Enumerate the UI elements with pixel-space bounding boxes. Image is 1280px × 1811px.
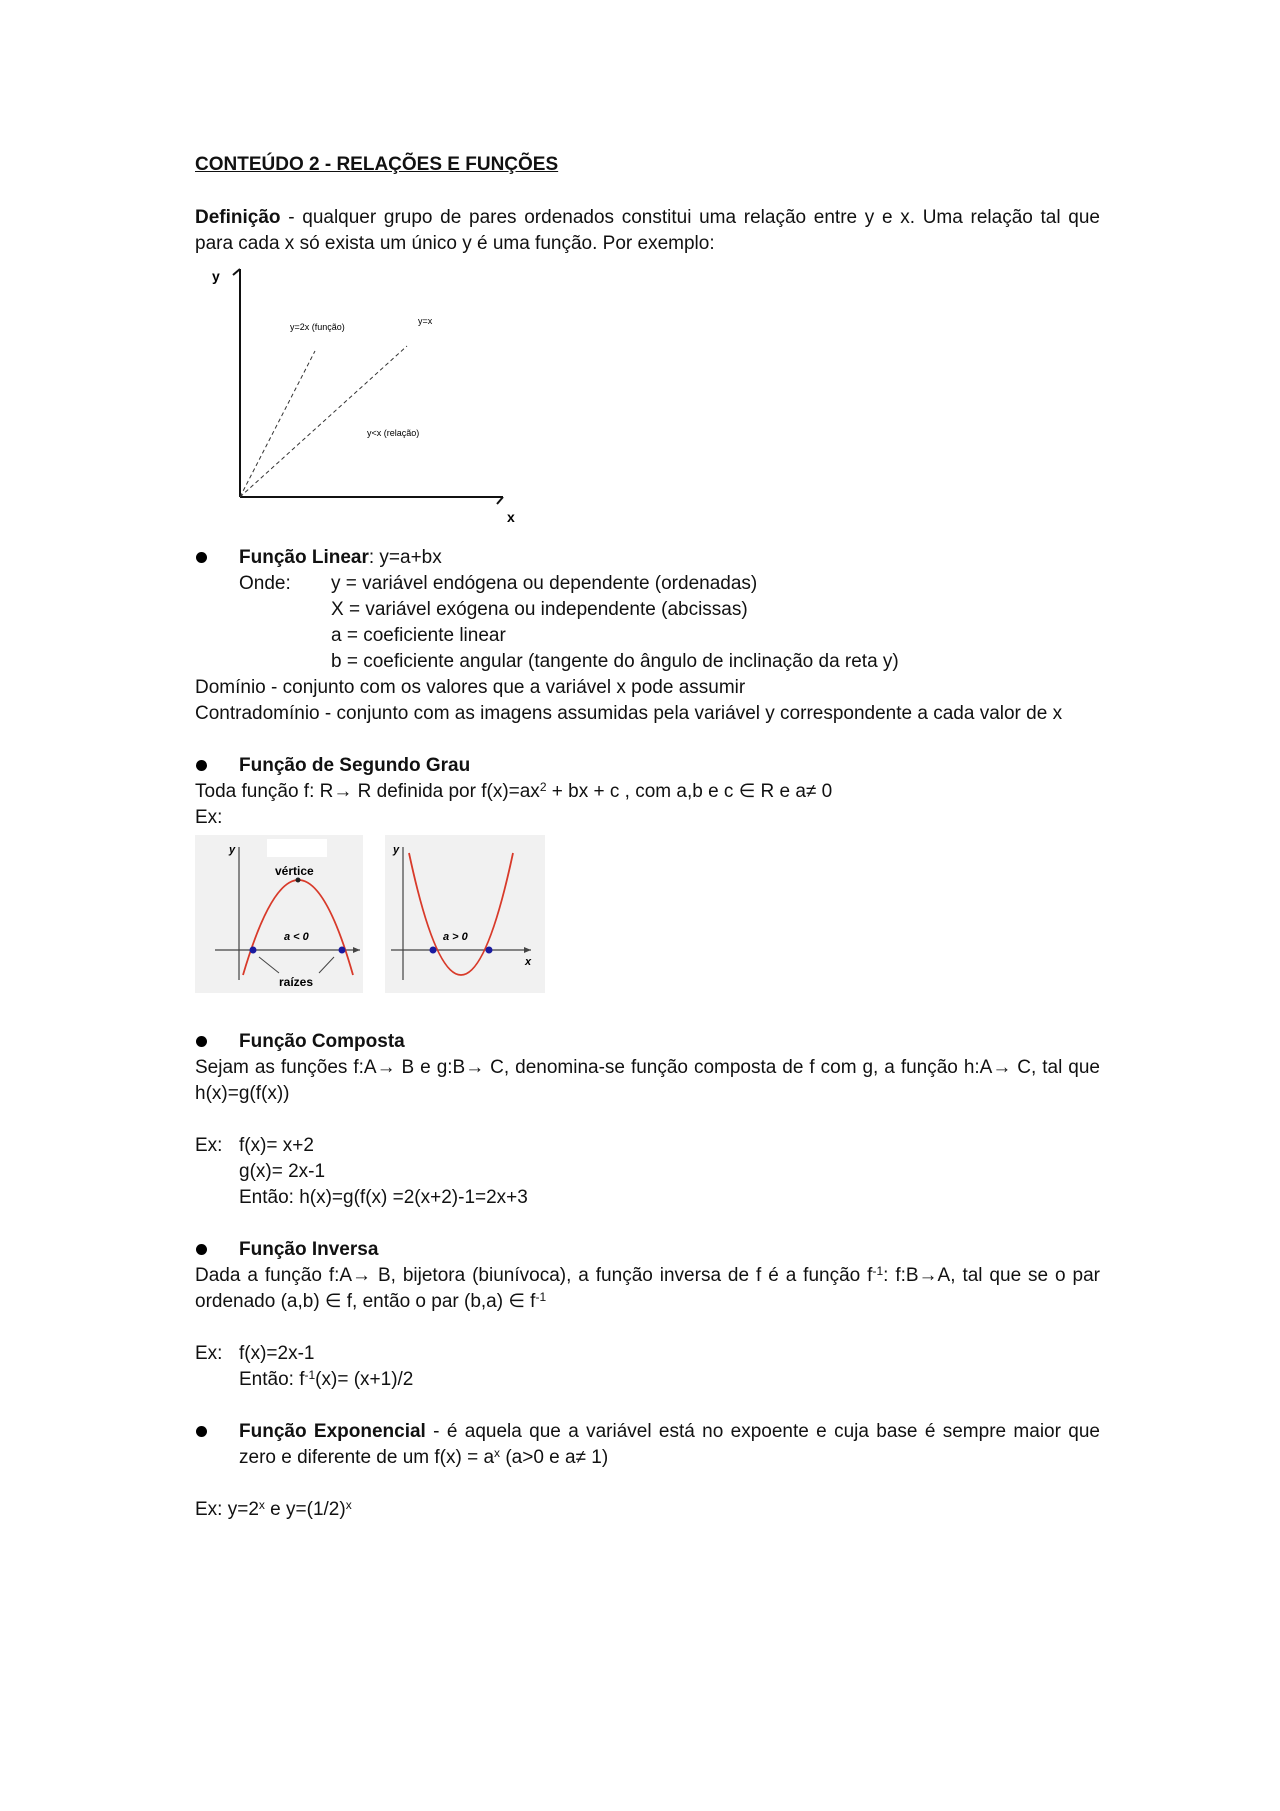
fig1-line-yx: [240, 346, 407, 497]
graph1-roots-label: raízes: [279, 975, 314, 989]
composta-heading: Função Composta: [239, 1031, 405, 1052]
page-title: CONTEÚDO 2 - RELAÇÕES E FUNÇÕES: [195, 154, 559, 175]
graph1-vertex-point: [296, 878, 301, 883]
segundo-grau-heading: Função de Segundo Grau: [239, 755, 471, 776]
graph2-root-point: [430, 947, 437, 954]
composta-ex-line: f(x)= x+2: [239, 1135, 314, 1156]
fig1-y-axis-arrow: [233, 269, 240, 275]
fig1-line-y2x-label: y=2x (função): [290, 322, 345, 332]
bullet-icon: [196, 1244, 207, 1255]
fig1-x-axis-arrow: [497, 497, 503, 504]
bullet-icon: [196, 1036, 207, 1047]
exponencial-section: [195, 1419, 1100, 1471]
dominio-text: Domínio - conjunto com os valores que a variável x pode assumir: [195, 677, 746, 698]
inversa-ex-label: Ex:: [195, 1343, 223, 1364]
inversa-ex-text: Então: f: [239, 1369, 305, 1390]
graph1-root-pointer: [259, 957, 279, 973]
exponencial-example: [195, 1497, 1100, 1523]
exponencial-ex-text: e y=(1/2): [264, 1499, 346, 1520]
exponencial-text-a: - é aquela que a variável está no expoente e cuja base é sempre maior que zero e diferente de um f(x) = a: [239, 1421, 1100, 1468]
composta-ex-label: Ex:: [195, 1135, 223, 1156]
inversa-heading: Função Inversa: [239, 1239, 379, 1260]
graph1-cond-label: a < 0: [284, 931, 309, 943]
definition-term: Definição: [195, 207, 281, 228]
graph2-parabola: [409, 853, 513, 975]
exponencial-heading: Função Exponencial: [239, 1421, 426, 1442]
linear-def-row-0: [239, 571, 1100, 597]
linear-onde-label: Onde:: [239, 573, 291, 594]
linear-def: a = coeficiente linear: [331, 625, 506, 646]
exponencial-ex-sup: x: [258, 1498, 265, 1512]
bullet-icon: [196, 552, 207, 563]
linear-section: [195, 545, 1100, 675]
composta-ex-line-0: [195, 1133, 1100, 1159]
segundo-grau-section: [195, 753, 1100, 779]
bullet-icon: [196, 760, 207, 771]
parabola-graph-positive: [385, 835, 545, 993]
inversa-text: [195, 1263, 1100, 1315]
fig1-y-axis-label: y: [212, 268, 220, 284]
linear-formula: : y=a+bx: [368, 547, 442, 568]
linear-def: X = variável exógena ou independente (abcissas): [331, 599, 748, 620]
composta-text: Sejam as funções f:A→ B e g:B→ C, denomina-se função composta de f com g, a função h:A→ C, tal que h(x)=g(f(x)): [195, 1057, 1100, 1104]
definition-paragraph: [195, 205, 1100, 257]
composta-ex-line-2: Então: h(x)=g(f(x) =2(x+2)-1=2x+3: [239, 1187, 528, 1208]
inversa-ex-line-1: [195, 1367, 1100, 1393]
bullet-icon: [196, 1426, 207, 1437]
inversa-ex-line-0: [195, 1341, 1100, 1367]
graph1-vertex-label: vértice: [275, 864, 314, 878]
exponencial-text: [239, 1419, 1100, 1471]
fig1-line-y2x: [240, 351, 315, 497]
inversa-ex-sup: -1: [304, 1368, 316, 1382]
graph2-y-label: y: [393, 844, 400, 856]
graph2-cond-label: a > 0: [443, 931, 468, 943]
graph2-x-label: x: [525, 956, 532, 968]
segundo-grau-text: [195, 779, 1100, 805]
exponencial-text-b: (a>0 e a≠ 1): [500, 1447, 609, 1468]
inversa-sup: -1: [872, 1264, 884, 1278]
composta-section: [195, 1029, 1100, 1055]
segundo-grau-sup: 2: [539, 780, 547, 794]
exponencial-sup: x: [494, 1446, 501, 1460]
linear-heading: Função Linear: [239, 547, 369, 568]
fig1-line-yx-label: y=x: [418, 316, 433, 326]
parabola-graphs: [195, 835, 1100, 993]
fig1-x-axis-label: x: [507, 509, 515, 525]
inversa-ex-line: f(x)=2x-1: [239, 1343, 315, 1364]
linear-def-row-1: [239, 597, 1100, 623]
exponencial-ex-sup: x: [345, 1498, 352, 1512]
inversa-sup: -1: [535, 1290, 547, 1304]
graph2-root-point: [486, 947, 493, 954]
segundo-grau-text-a: Toda função f: R→ R definida por f(x)=ax: [195, 781, 540, 802]
graph1-y-label: y: [229, 844, 236, 856]
inversa-example: [195, 1341, 1100, 1393]
relation-function-figure: [197, 261, 537, 531]
parabola-graph-negative: [195, 835, 363, 993]
graph1-root-point: [250, 947, 257, 954]
fig1-region-label: y<x (relação): [367, 428, 420, 438]
linear-heading-line: [239, 545, 1100, 571]
document-page: [195, 152, 1100, 1523]
linear-def: b = coeficiente angular (tangente do ângulo de inclinação da reta y): [331, 651, 899, 672]
inversa-text-b: : f:B→A, tal que se o par ordenado (a,b) ∈ f, então o par (b,a) ∈ f: [195, 1265, 1101, 1312]
linear-def-row-2: [239, 623, 1100, 649]
graph2-x-arrow-icon: [524, 947, 531, 953]
linear-def-row-3: [239, 649, 1100, 675]
segundo-grau-text-b: + bx + c , com a,b e c ∈ R e a≠ 0: [546, 781, 833, 802]
graph1-root-pointer: [319, 957, 334, 973]
composta-ex-line-1: g(x)= 2x-1: [239, 1161, 326, 1182]
inversa-section: [195, 1237, 1100, 1263]
inversa-text-a: Dada a função f:A→ B, bijetora (biunívoca), a função inversa de f é a função f: [195, 1265, 873, 1286]
definition-text: - qualquer grupo de pares ordenados constitui uma relação entre y e x. Uma relação tal que para cada x só exista um único y é uma função. Por exemplo:: [195, 207, 1100, 254]
graph1-root-point: [339, 947, 346, 954]
linear-def: y = variável endógena ou dependente (ordenadas): [331, 573, 758, 594]
composta-example: [195, 1133, 1100, 1211]
graph1-parabola: [243, 880, 353, 975]
inversa-ex-text: (x)= (x+1)/2: [315, 1369, 414, 1390]
exponencial-ex-text: Ex: y=2: [195, 1499, 259, 1520]
contradominio-text: Contradomínio - conjunto com as imagens assumidas pela variável y correspondente a cada valor de x: [195, 703, 1063, 724]
graph1-x-arrow-icon: [353, 947, 360, 953]
segundo-grau-ex-label: Ex:: [195, 807, 223, 828]
